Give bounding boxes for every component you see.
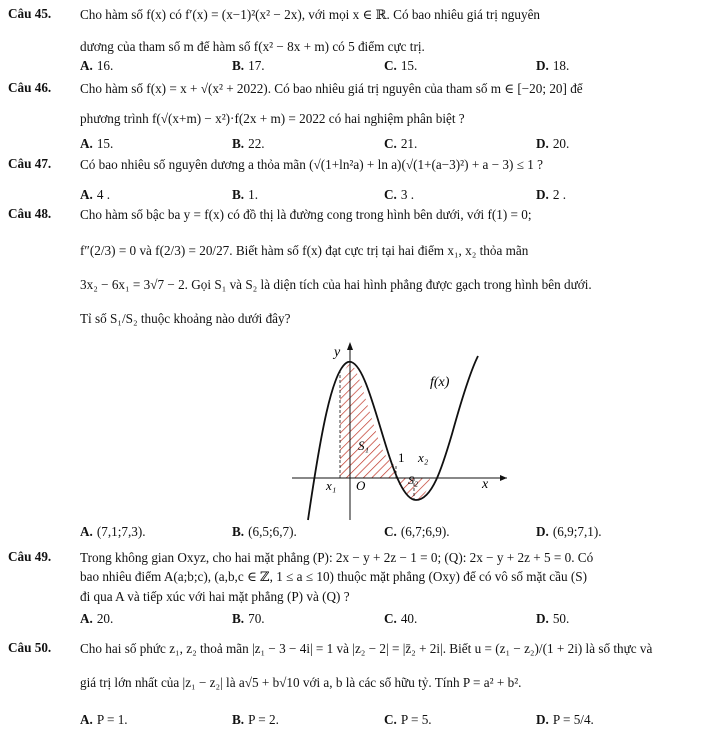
q50-option-c[interactable]: C. P = 5. [384, 712, 432, 727]
q46-option-b[interactable]: B. 22. [232, 136, 265, 151]
q49-line2: bao nhiêu điểm A(a;b;c), (a,b,c ∈ ℤ, 1 ≤ a ≤ 10) thuộc mặt phẳng (Oxy) để có vô số mặt cầu (S) [80, 569, 588, 584]
cubic-curve [308, 356, 478, 520]
q50-label: Câu 50. [8, 640, 52, 655]
q45-line1: Cho hàm số f(x) có f′(x) = (x−1)²(x² − 2x), với mọi x ∈ ℝ. Có bao nhiêu giá trị nguyên [80, 7, 541, 22]
q50-option-b[interactable]: B. P = 2. [232, 712, 279, 727]
q45-label: Câu 45. [8, 6, 52, 21]
q49-option-d[interactable]: D. 50. [536, 611, 570, 626]
q50-line2: giá trị lớn nhất của |z₁ − z₂| là a√5 + b√10 với a, b là các số hữu tỷ. Tính P = a² + b². [80, 675, 522, 690]
q48-line3: 3x₂ − 6x₁ = 3√7 − 2. Gọi S₁ và S₂ là diện tích của hai hình phẳng được gạch trong hình bên dưới. [80, 277, 592, 292]
q48-option-c[interactable]: C. (6,7;6,9). [384, 524, 450, 539]
q49-option-c[interactable]: C. 40. [384, 611, 418, 626]
q48-option-b[interactable]: B. (6,5;6,7). [232, 524, 297, 539]
q48-line4: Tỉ số S₁/S₂ thuộc khoảng nào dưới đây? [80, 311, 291, 326]
q48-line2: f″(2/3) = 0 và f(2/3) = 20/27. Biết hàm số f(x) đạt cực trị tại hai điểm x₁, x₂ thỏa mãn [80, 243, 529, 258]
q49-line1: Trong không gian Oxyz, cho hai mặt phẳng (P): 2x − y + 2z − 1 = 0; (Q): 2x − y + 2z + 5 = 0. Có [80, 550, 594, 565]
q49-line3: đi qua A và tiếp xúc với hai mặt phẳng (P) và (Q) ? [80, 589, 350, 604]
q45-option-d[interactable]: D. 18. [536, 58, 570, 73]
q50-option-d[interactable]: D. P = 5/4. [536, 712, 594, 727]
x2-label: x₂ [418, 450, 429, 465]
q47-option-c[interactable]: C. 3 . [384, 187, 415, 202]
q48-option-d[interactable]: D. (6,9;7,1). [536, 524, 602, 539]
q46-line1: Cho hàm số f(x) = x + √(x² + 2022). Có bao nhiêu giá trị nguyên của tham số m ∈ [−20; 20] để [80, 81, 583, 96]
one-label: 1 [398, 450, 405, 465]
q48-line1: Cho hàm số bậc ba y = f(x) có đồ thị là đường cong trong hình bên dưới, với f(1) = 0; [80, 207, 532, 222]
q45-option-a[interactable]: A. 16. [80, 58, 114, 73]
q46-option-a[interactable]: A. 15. [80, 136, 114, 151]
q46-option-d[interactable]: D. 20. [536, 136, 570, 151]
s2-label: S₂ [408, 473, 419, 487]
y-axis-label: y [334, 345, 341, 360]
s1-label: S₁ [358, 438, 370, 453]
x-axis-label: x [482, 477, 489, 492]
q47-option-d[interactable]: D. 2 . [536, 187, 567, 202]
s1-region-left [340, 364, 350, 478]
q46-label: Câu 46. [8, 80, 52, 95]
origin-label: O [356, 478, 366, 493]
x1-label: x₁ [326, 478, 337, 493]
q49-option-b[interactable]: B. 70. [232, 611, 265, 626]
x-axis-arrow [500, 475, 507, 481]
cubic-graph-figure [282, 338, 512, 523]
q46-option-c[interactable]: C. 21. [384, 136, 418, 151]
s1-region [350, 364, 396, 478]
q47-option-a[interactable]: A. 4 . [80, 187, 111, 202]
q47-line1: Có bao nhiêu số nguyên dương a thỏa mãn (√(1+ln²a) + ln a)(√(1+(a−3)²) + a − 3) ≤ 1 ? [80, 157, 543, 172]
q47-label: Câu 47. [8, 156, 52, 171]
q45-line2: dương của tham số m để hàm số f(x² − 8x + m) có 5 điểm cực trị. [80, 39, 425, 54]
q50-option-a[interactable]: A. P = 1. [80, 712, 128, 727]
q46-line2: phương trình f(√(x+m) − x²)·f(2x + m) = 2022 có hai nghiệm phân biệt ? [80, 111, 465, 126]
y-axis-arrow [347, 342, 353, 350]
q48-label: Câu 48. [8, 206, 52, 221]
q45-option-b[interactable]: B. 17. [232, 58, 265, 73]
q47-option-b[interactable]: B. 1. [232, 187, 258, 202]
q49-option-a[interactable]: A. 20. [80, 611, 114, 626]
q45-option-c[interactable]: C. 15. [384, 58, 418, 73]
q50-line1: Cho hai số phức z₁, z₂ thoả mãn |z₁ − 3 − 4i| = 1 và |z₂ − 2| = |z̄₂ + 2i|. Biết u = (z₁ − z₂)/(1 + 2i) là số thực và [80, 641, 653, 656]
q48-option-a[interactable]: A. (7,1;7,3). [80, 524, 146, 539]
fx-label: f(x) [430, 375, 450, 390]
q49-label: Câu 49. [8, 549, 52, 564]
